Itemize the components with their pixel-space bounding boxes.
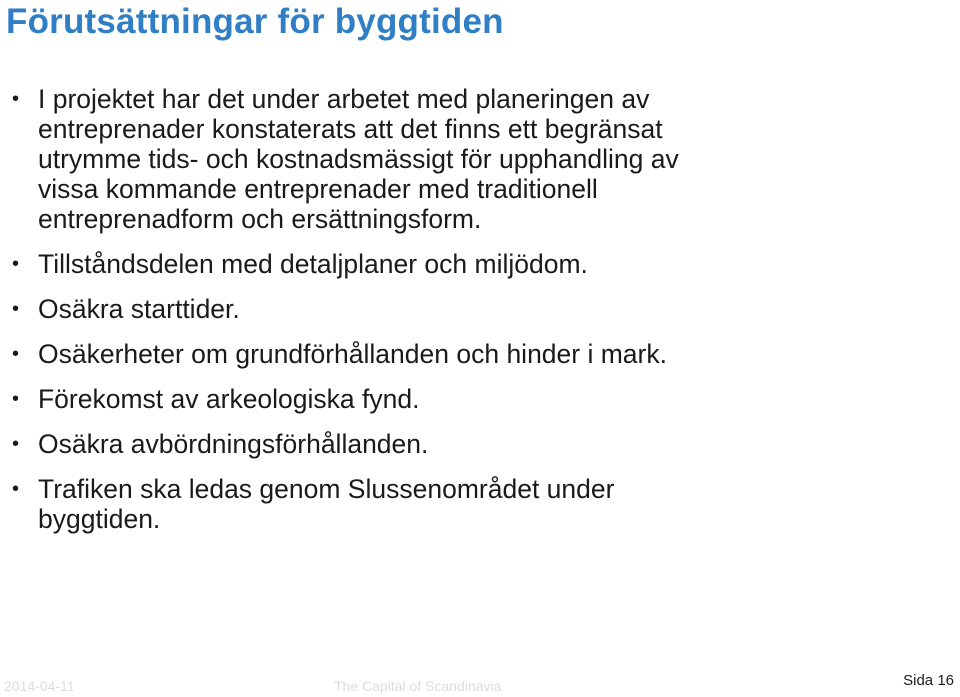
bullet-text: Osäkerheter om grundförhållanden och hinder i mark. [38,339,667,369]
footer-date: 2014-04-11 [4,678,75,694]
bullet-icon: • [12,253,20,275]
bullet-text: I projektet har det under arbetet med planeringen av entreprenader konstaterats att det finns ett begränsat utrymme tids- och kostnadsmässigt för upphandling av vissa kommande entreprenader med traditionell entreprenadform och ersättningsform. [38,84,679,234]
bullet-icon: • [12,478,20,500]
bullet-text: Trafiken ska ledas genom Slussenområdet under byggtiden. [38,474,615,534]
bullet-text: Tillståndsdelen med detaljplaner och miljödom. [38,249,588,279]
bullet-icon: • [12,388,20,410]
bullet-item [0,294,720,324]
bullet-text: Osäkra starttider. [38,294,240,324]
footer-tagline: The Capital of Scandinavia [334,678,502,694]
page-number: Sida 16 [903,672,954,689]
bullet-list [0,84,720,549]
bullet-item [0,429,720,459]
slide-title: Förutsättningar för byggtiden [6,2,504,41]
bullet-item [0,84,720,234]
bullet-icon: • [12,88,20,110]
bullet-item [0,339,720,369]
bullet-text: Förekomst av arkeologiska fynd. [38,384,420,414]
bullet-icon: • [12,433,20,455]
bullet-text: Osäkra avbördningsförhållanden. [38,429,429,459]
bullet-item [0,249,720,279]
bullet-item [0,384,720,414]
bullet-icon: • [12,298,20,320]
bullet-icon: • [12,343,20,365]
bullet-item [0,474,720,534]
